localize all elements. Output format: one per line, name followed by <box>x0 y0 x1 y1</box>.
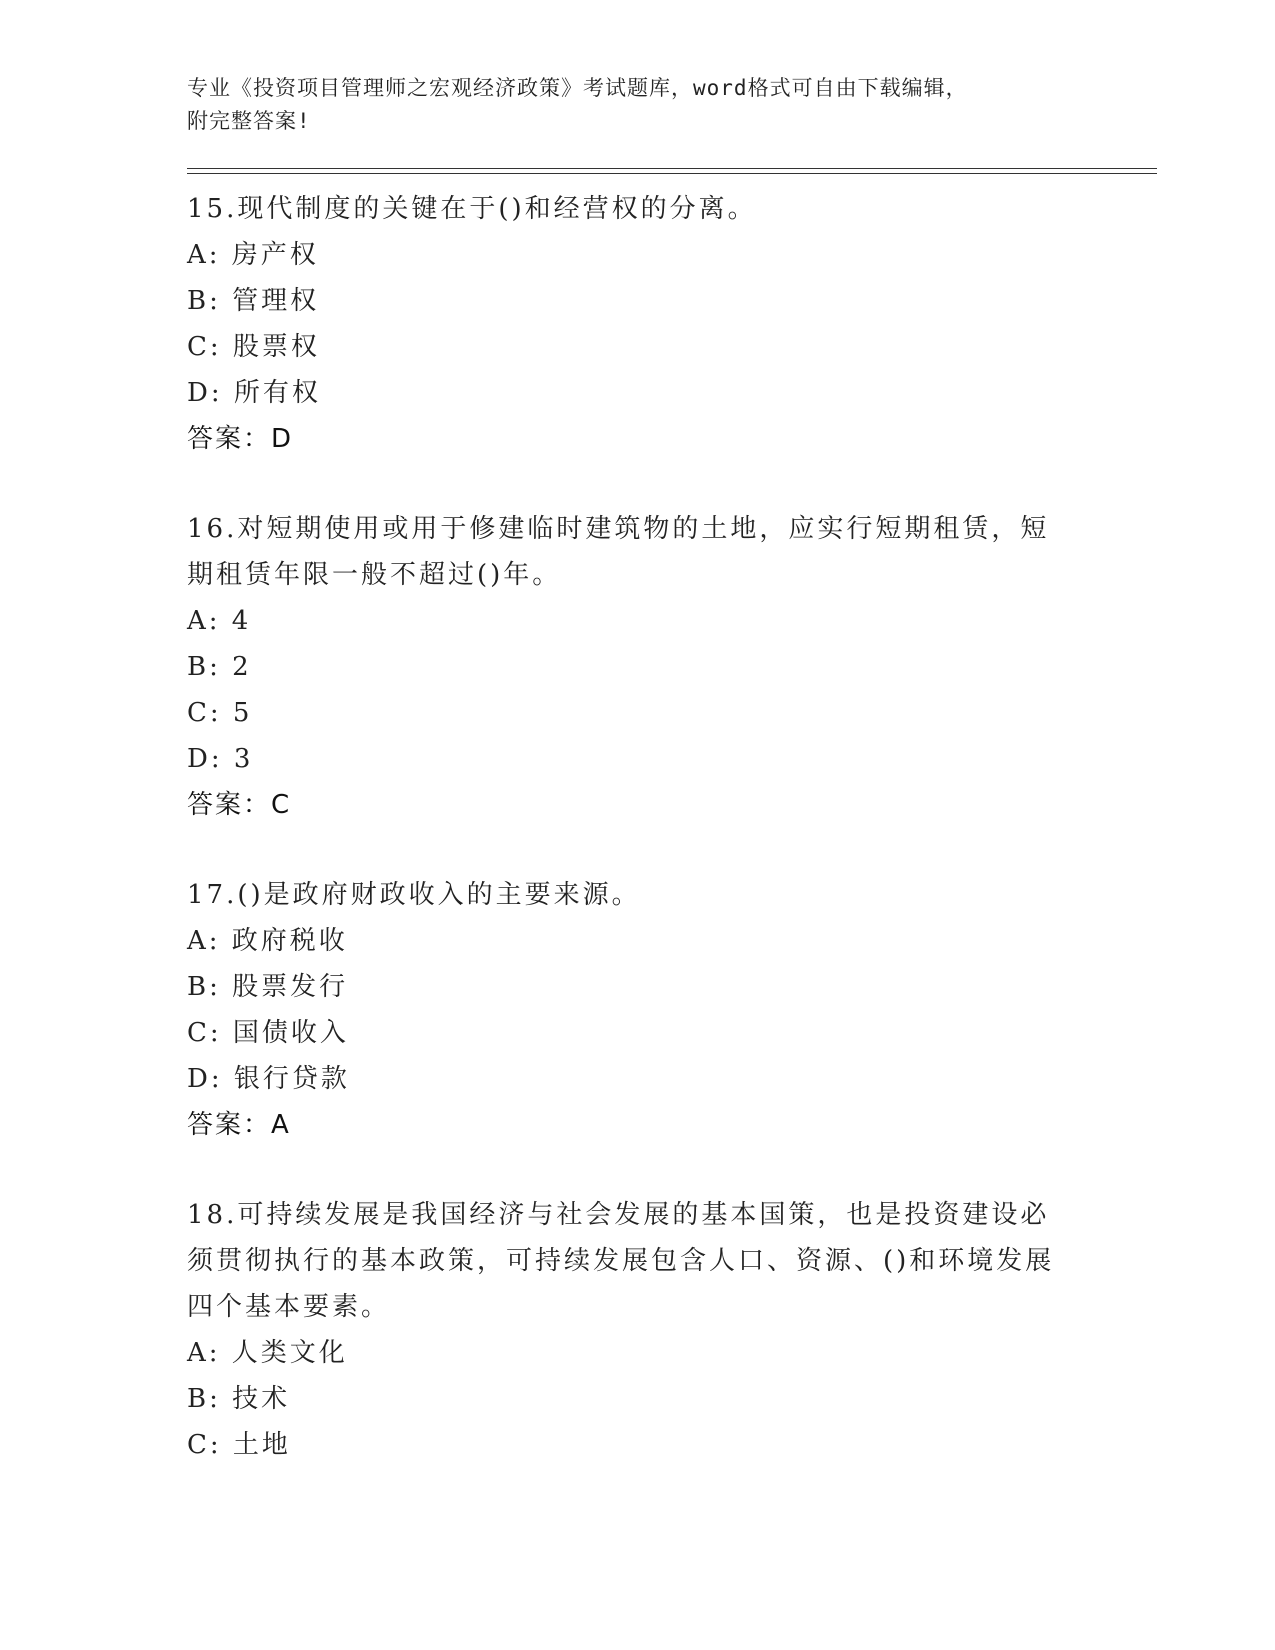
question-stem: 17.()是政府财政收入的主要来源。 <box>187 880 641 910</box>
question-17 <box>187 872 1157 1148</box>
answer-line: 答案：A <box>187 1110 291 1140</box>
question-stem: 18.可持续发展是我国经济与社会发展的基本国策，也是投资建设必须贯彻执行的基本政策，可持续发展包含人口、资源、()和环境发展四个基本要素。 <box>187 1200 1055 1322</box>
document-page <box>187 72 1157 1512</box>
header-line-1: 专业《投资项目管理师之宏观经济政策》考试题库，word格式可自由下载编辑， <box>187 76 968 100</box>
question-list <box>187 186 1157 1468</box>
answer-line: 答案：C <box>187 790 292 820</box>
question-stem: 15.现代制度的关键在于()和经营权的分离。 <box>187 194 757 224</box>
question-16 <box>187 506 1157 828</box>
header-line-2: 附完整答案! <box>187 109 311 133</box>
option-c: C: 5 <box>187 698 253 728</box>
option-a: A: 房产权 <box>187 240 319 270</box>
option-c: C: 土地 <box>187 1430 291 1460</box>
option-d: D: 银行贷款 <box>187 1064 350 1094</box>
option-d: D: 3 <box>187 744 254 774</box>
option-b: B: 技术 <box>187 1384 291 1414</box>
option-b: B: 管理权 <box>187 286 320 316</box>
option-a: A: 4 <box>187 606 252 636</box>
option-a: A: 政府税收 <box>187 926 348 956</box>
option-a: A: 人类文化 <box>187 1338 348 1368</box>
question-18 <box>187 1192 1157 1468</box>
document-header <box>187 72 1157 138</box>
option-b: B: 2 <box>187 652 252 682</box>
header-divider <box>187 168 1157 174</box>
question-15 <box>187 186 1157 462</box>
option-c: C: 股票权 <box>187 332 320 362</box>
option-c: C: 国债收入 <box>187 1018 349 1048</box>
option-d: D: 所有权 <box>187 378 321 408</box>
option-b: B: 股票发行 <box>187 972 349 1002</box>
question-stem: 16.对短期使用或用于修建临时建筑物的土地，应实行短期租赁，短期租赁年限一般不超过()年。 <box>187 514 1050 590</box>
answer-line: 答案：D <box>187 424 294 454</box>
